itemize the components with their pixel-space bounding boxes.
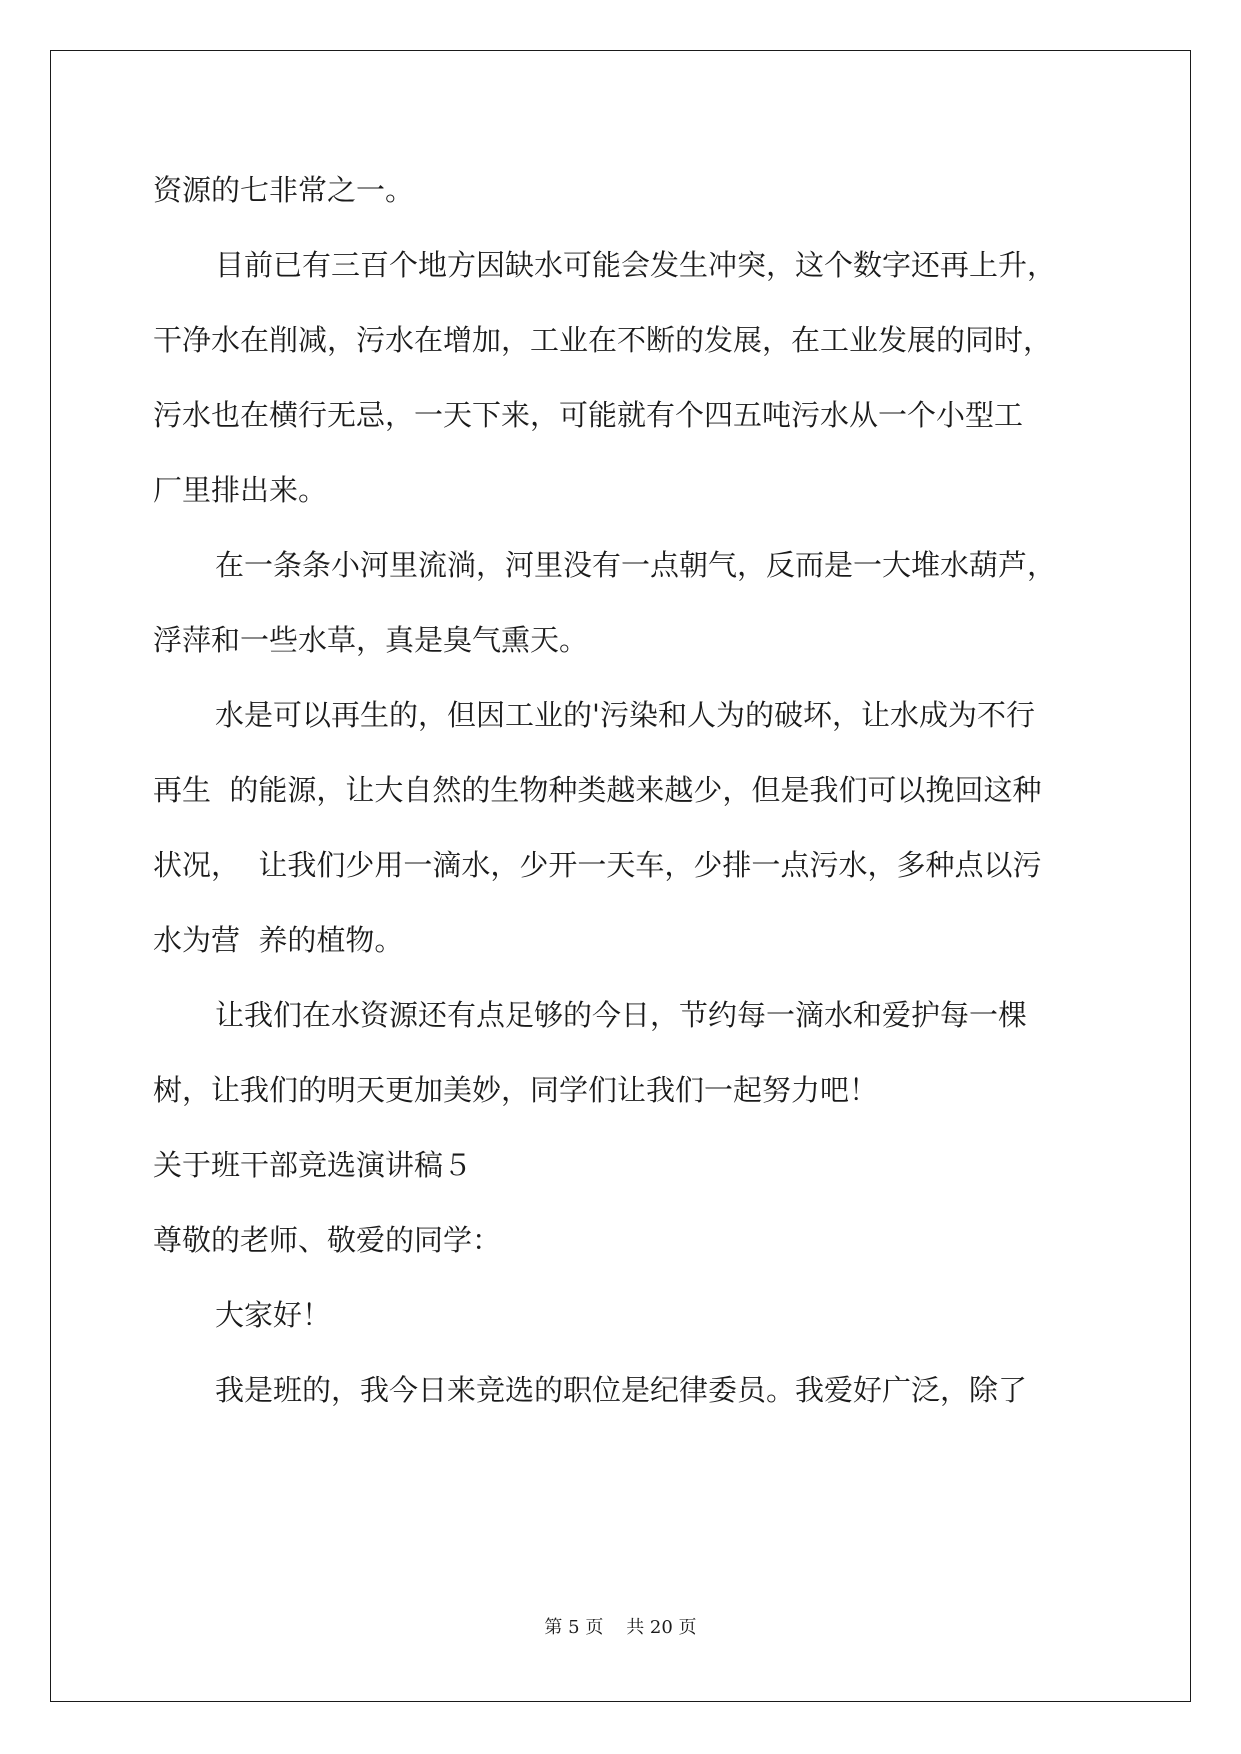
paragraph-line: 水为营 养的植物。 [153, 923, 404, 957]
paragraph-line: 浮萍和一些水草，真是臭气熏天。 [153, 623, 589, 657]
paragraph-line: 干净水在削减，污水在增加，工业在不断的发展，在工业发展的同时， [153, 323, 1053, 357]
paragraph-line: 在一条条小河里流淌，河里没有一点朝气，反而是一大堆水葫芦， [215, 548, 1057, 582]
paragraph-line: 状况， 让我们少用一滴水，少开一天车，少排一点污水，多种点以污 [153, 848, 1042, 882]
paragraph-line: 树，让我们的明天更加美妙，同学们让我们一起努力吧！ [153, 1073, 879, 1107]
paragraph-line: 再生 的能源，让大自然的生物种类越来越少，但是我们可以挽回这种 [153, 773, 1042, 807]
paragraph-line: 水是可以再生的，但因工业的'污染和人为的破坏，让水成为不行 [215, 698, 1035, 732]
page-number-footer: 第 5 页 共 20 页 [544, 1617, 697, 1638]
greeting-line: 大家好！ [215, 1298, 332, 1332]
paragraph-line: 资源的七非常之一。 [153, 173, 415, 207]
paragraph-line: 污水也在横行无忌，一天下来，可能就有个四五吨污水从一个小型工 [153, 398, 1024, 432]
section-heading: 关于班干部竞选演讲稿５ [153, 1148, 473, 1182]
paragraph-line: 目前已有三百个地方因缺水可能会发生冲突，这个数字还再上升， [215, 248, 1057, 282]
paragraph-line: 厂里排出来。 [153, 473, 328, 507]
salutation-line: 尊敬的老师、敬爱的同学： [153, 1223, 502, 1257]
paragraph-line: 我是班的，我今日来竞选的职位是纪律委员。我爱好广泛，除了 [215, 1373, 1028, 1407]
paragraph-line: 让我们在水资源还有点足够的今日，节约每一滴水和爱护每一棵 [215, 998, 1028, 1032]
